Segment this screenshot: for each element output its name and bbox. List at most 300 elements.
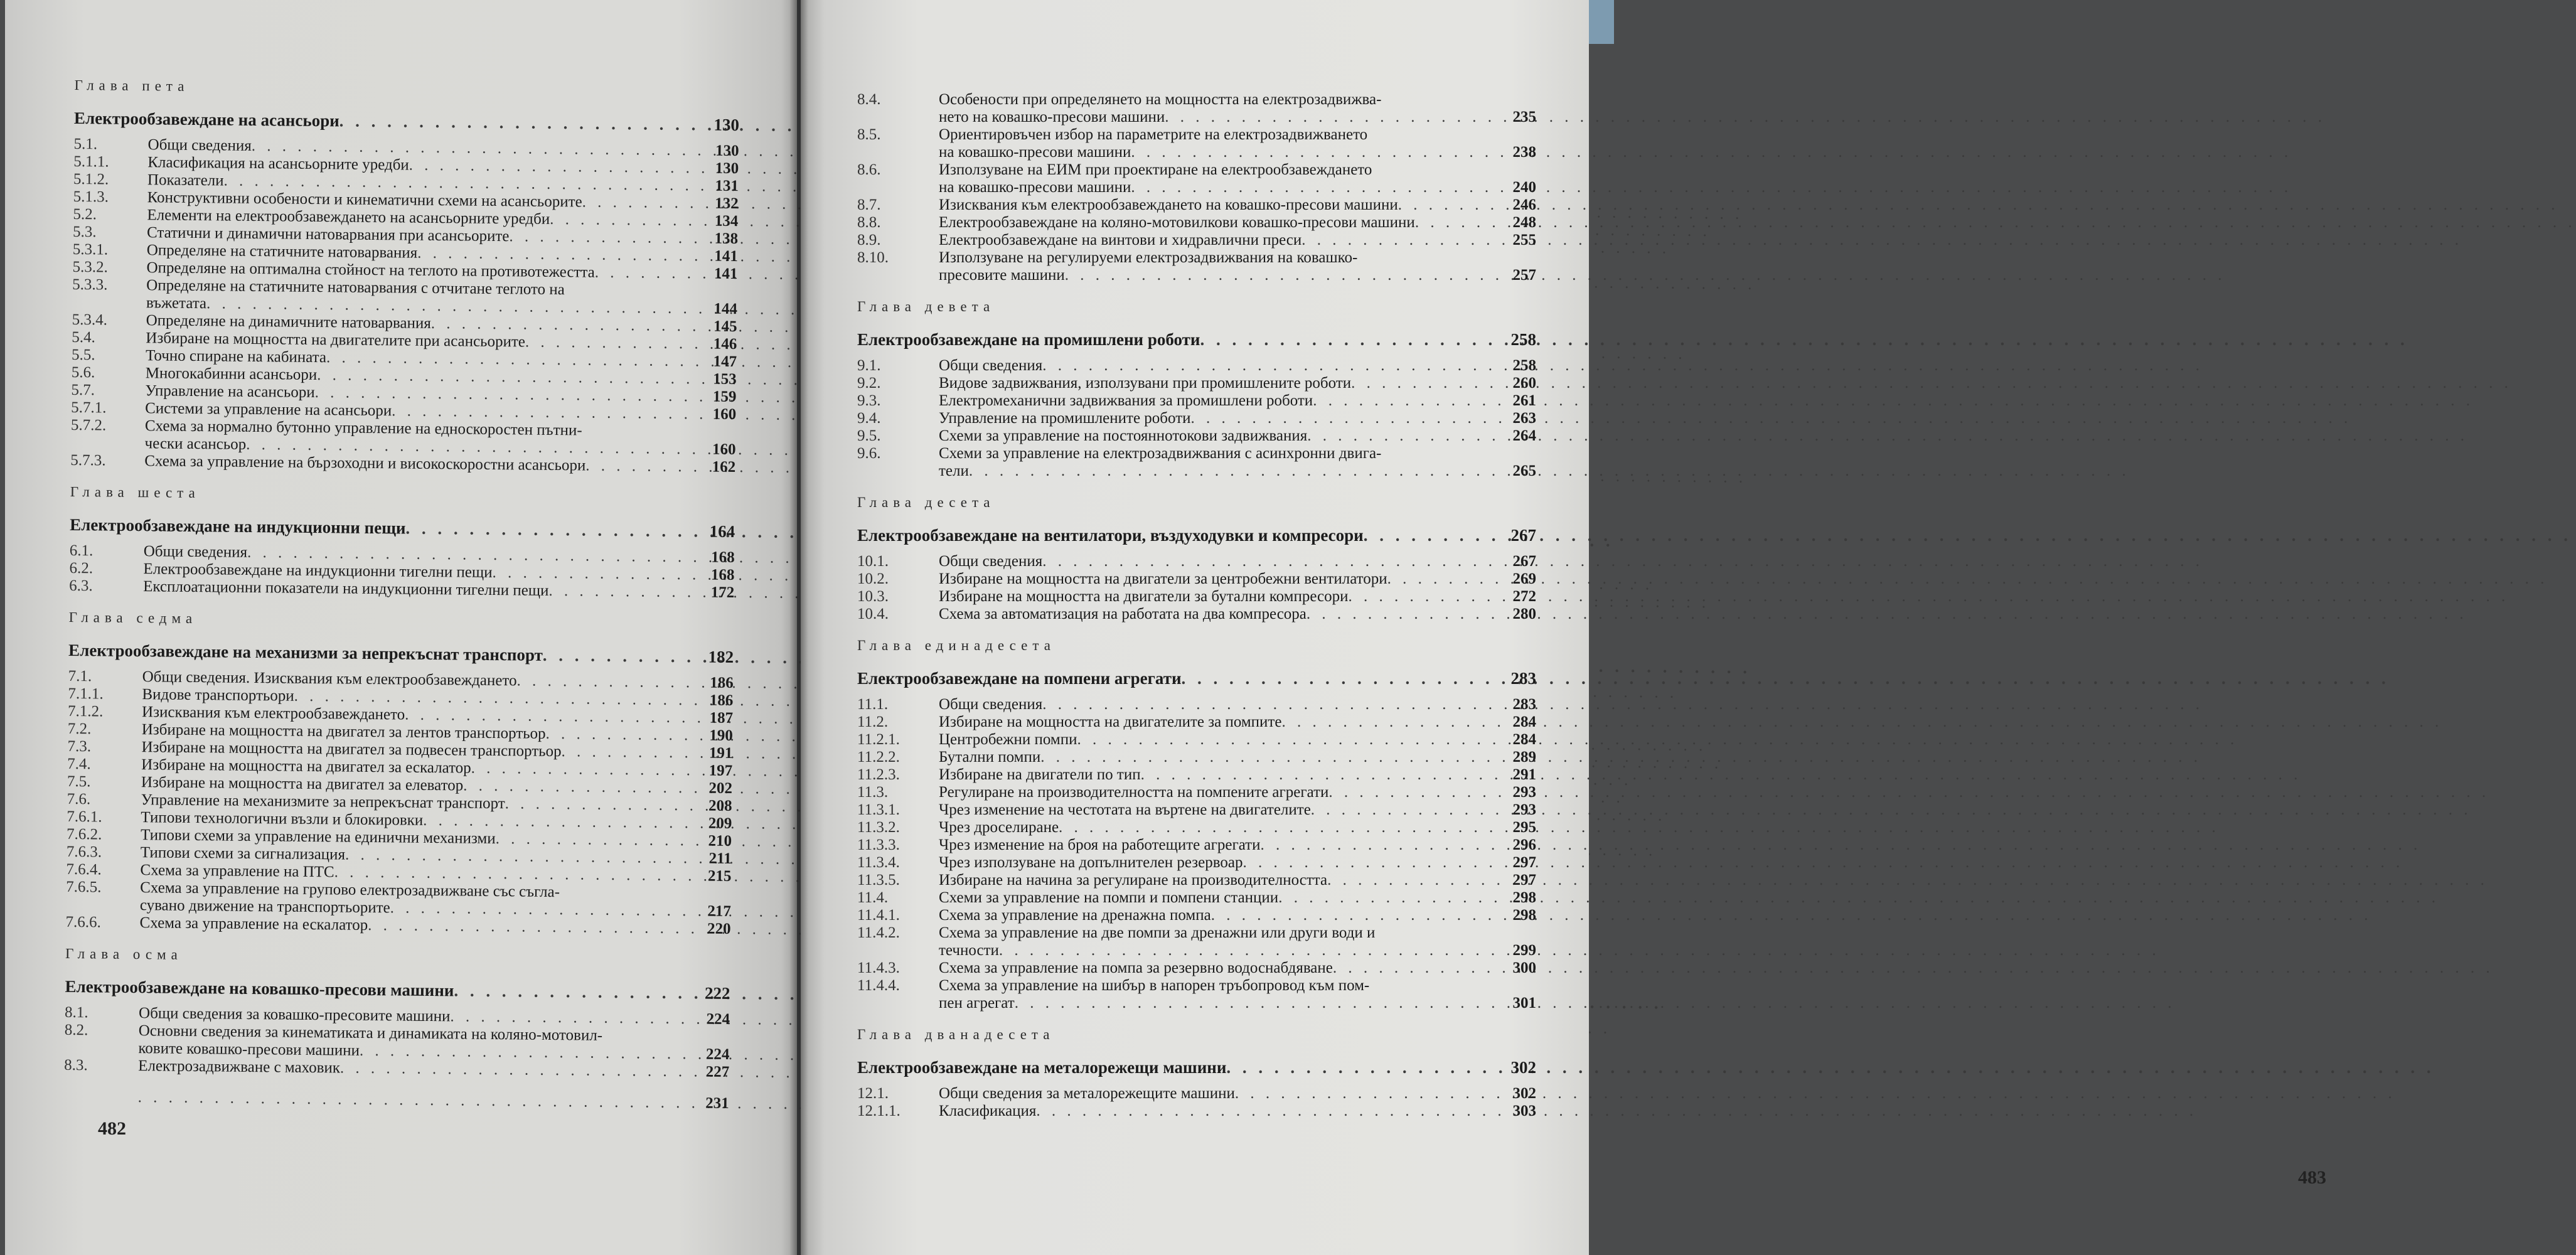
toc-entry [857, 392, 1536, 410]
entry-number: 5.2. [73, 205, 97, 223]
entry-number: 11.2.2. [857, 749, 900, 766]
leader-dots [1243, 854, 1510, 872]
entry-title-wrap [939, 410, 1536, 427]
chapter-block [857, 494, 1536, 623]
entry-number: 5.3.2. [72, 258, 108, 276]
chapter-block [857, 298, 1536, 480]
trailing-wrap [138, 1089, 729, 1113]
chapter-title-text: Електрообзавеждане на металорежещи машини [857, 1058, 1227, 1077]
chapter-label: Глава шеста [70, 483, 200, 501]
entry-number: 11.4.4. [857, 977, 900, 994]
entry-page: 301 [1512, 995, 1536, 1012]
entry-title: Схема за автоматизация на работата на два компресора [939, 606, 1307, 622]
leader-dots [1328, 784, 1510, 801]
entry-number: 5.3.4. [72, 311, 108, 329]
toc-entry [857, 731, 1536, 749]
entry-title-wrap [939, 924, 1536, 959]
entry-number: 6.3. [69, 577, 93, 595]
toc-entry [857, 214, 1536, 232]
toc-entry [857, 819, 1536, 836]
entry-title: Управление на промишлените роботи [939, 410, 1191, 427]
entry-page: 296 [1512, 836, 1536, 853]
entry-page: 202 [708, 779, 733, 798]
entry-number: 11.1. [857, 696, 889, 713]
entry-number: 5.3. [72, 223, 97, 241]
entry-title: Избиране на двигатели по тип [939, 766, 1141, 783]
entry-title: Определяне на оптимална стойност на теглото на противотежестта [146, 259, 595, 281]
entry-page: 260 [1512, 375, 1536, 392]
entry-number: 7.6.6. [65, 913, 101, 931]
entry-page: 300 [1512, 959, 1536, 976]
entry-title-wrap [939, 392, 1536, 410]
entry-page: 160 [712, 441, 736, 459]
entry-title: Системи за управление на асансьори [145, 400, 392, 420]
toc-entry [857, 161, 1536, 196]
leader-dots [1307, 427, 1510, 445]
leader-dots [1260, 836, 1510, 854]
toc-entry [857, 854, 1536, 872]
entry-number: 9.4. [857, 410, 881, 427]
entry-number: 5.1. [73, 135, 98, 153]
entry-title-wrap [939, 214, 1536, 232]
chapter-page: 182 [708, 647, 734, 667]
leader-dots [1077, 731, 1510, 749]
leader-dots [1333, 959, 1510, 977]
entry-page: 302 [1512, 1085, 1536, 1102]
leader-dots [1042, 553, 1510, 570]
entry-number: 11.3. [857, 784, 889, 801]
entry-title-wrap [939, 854, 1536, 872]
entry-title-wrap [857, 667, 1536, 690]
leader-dots [1398, 196, 1510, 214]
chapter-block [69, 483, 735, 602]
entry-page: 284 [1512, 713, 1536, 730]
leader-dots [1351, 375, 1510, 392]
right-page [801, 0, 2326, 1255]
leader-dots [548, 582, 708, 602]
entry-page: 186 [709, 692, 734, 710]
entry-title-wrap [857, 524, 1536, 547]
entry-title-wrap [939, 696, 1536, 713]
entry-page: 145 [713, 318, 737, 336]
right-toc [857, 0, 1536, 1134]
leader-dots [999, 942, 1510, 959]
entry-title: Многокабинни асансьори [145, 365, 318, 384]
toc-entry [857, 410, 1536, 427]
chapter-page: 222 [704, 983, 730, 1003]
leader-dots [1301, 232, 1510, 249]
entry-title: Статични и динамични натоварвания при асансьорите [146, 224, 510, 245]
entry-page: 280 [1512, 606, 1536, 622]
entry-number: 10.3. [857, 588, 889, 605]
entry-title: Чрез дроселиране [939, 819, 1059, 836]
entry-number: 5.3.1. [72, 240, 109, 259]
leader-dots [1307, 606, 1510, 623]
leader-dots [969, 462, 1510, 480]
entry-number: 11.4.1. [857, 907, 900, 924]
entry-number: 5.1.2. [73, 170, 109, 188]
leader-dots [582, 193, 713, 212]
entry-title: Схема за управление на дренажна помпа [939, 907, 1211, 924]
entry-title: Центробежни помпи [939, 731, 1077, 748]
page-number-left: 482 [98, 1118, 126, 1139]
toc-entry [857, 872, 1536, 889]
trailing-page: 231 [705, 1094, 729, 1113]
chapter-page: 267 [1510, 526, 1536, 545]
toc-entry [857, 249, 1536, 284]
chapter-title-text: Електрообзавеждане на вентилатори, въздуходувки и компресори [857, 526, 1364, 545]
entry-title-wrap [939, 606, 1536, 623]
toc-entry [857, 357, 1536, 375]
entry-number: 11.4.2. [857, 924, 900, 941]
chapter-title [857, 328, 1536, 351]
entry-number: 9.3. [857, 392, 881, 409]
chapter-title-text: Електрообзавеждане на механизми за непрекъснат транспорт [68, 640, 543, 665]
entry-page: 248 [1512, 214, 1536, 231]
entry-page: 211 [708, 850, 732, 868]
entry-page: 220 [707, 920, 731, 938]
entry-page: 293 [1512, 801, 1536, 818]
leader-dots [1042, 696, 1510, 713]
leader-dots [1281, 713, 1510, 731]
entry-page: 224 [706, 1010, 730, 1028]
leader-dots [450, 1008, 703, 1028]
entry-number: 11.2.3. [857, 766, 900, 783]
left-toc [64, 0, 740, 1113]
entry-title: Схема за управление на шибър в напорен тръбопровод към пом- [939, 977, 1370, 994]
entry-title: Общи сведения. Изисквания към електрообзавеждането [142, 668, 517, 690]
entry-title: Бутални помпи [939, 749, 1041, 766]
entry-title: Елементи на електрообзавеждането на асансьорните уредби [147, 206, 550, 228]
toc-entry [857, 91, 1536, 126]
leader-dots [1313, 392, 1510, 410]
entry-page: 134 [714, 212, 739, 230]
entry-page: 141 [713, 265, 738, 283]
entry-title-continued: нето на ковашко-пресови машини [939, 109, 1165, 125]
entry-page: 224 [705, 1045, 730, 1064]
entry-number: 10.2. [857, 570, 889, 587]
chapter-block [64, 945, 730, 1081]
entry-page: 159 [712, 388, 737, 406]
entry-number: 11.3.1. [857, 801, 900, 818]
entry-number: 7.1.2. [67, 702, 104, 720]
entry-number: 5.7.1. [71, 398, 107, 417]
entry-title-wrap [939, 872, 1536, 889]
chapter-block [857, 1026, 1536, 1120]
chapter-label: Глава осма [65, 945, 183, 963]
leader-dots [543, 644, 706, 668]
entry-number: 11.4. [857, 889, 889, 906]
entry-number: 11.4.3. [857, 959, 900, 976]
entry-page: 240 [1512, 179, 1536, 196]
entry-title: Избиране на начина за регулиране на производителността [939, 872, 1328, 889]
entry-number: 11.2.1. [857, 731, 900, 748]
chapter-title-text: Електрообзавеждане на ковашко-пресови машини [65, 976, 454, 1000]
entry-title-continued: пресовите машини [939, 267, 1065, 284]
toc-entry [857, 696, 1536, 713]
entry-title-wrap [939, 713, 1536, 731]
leader-dots [1042, 357, 1510, 375]
entry-title-line2 [939, 995, 1536, 1012]
entry-title-wrap [939, 977, 1536, 1012]
entry-page: 283 [1512, 696, 1536, 713]
chapter-block [70, 77, 739, 476]
entry-title: Показатели [147, 171, 224, 190]
entry-number: 11.3.2. [857, 819, 900, 836]
entry-page: 265 [1512, 462, 1536, 479]
chapter-title-text: Електрообзавеждане на индукционни пещи [70, 515, 406, 538]
trailing-entry [64, 1088, 729, 1113]
entry-number: 10.4. [857, 606, 889, 622]
entry-title: Видове транспортьори [142, 686, 294, 705]
entry-title: Избиране на мощността на двигател за лентов транспортьор [141, 721, 546, 742]
leader-dots [1191, 410, 1510, 427]
entry-page: 132 [715, 195, 739, 213]
entry-title: Схеми за управление на постояннотокови задвижвания [939, 427, 1308, 444]
entry-title: Електрообзавеждане на индукционни тигелни пещи [143, 560, 493, 582]
entry-title-wrap [939, 907, 1536, 924]
entry-title-wrap [138, 1022, 730, 1064]
leader-dots [1131, 144, 1510, 161]
entry-title-continued: на ковашко-пресови машини [939, 179, 1131, 196]
leader-dots [138, 1089, 703, 1112]
entry-title-wrap [939, 570, 1536, 588]
entry-page: 258 [1512, 357, 1536, 374]
entry-number: 5.1.1. [73, 152, 109, 171]
leader-dots [1327, 872, 1510, 889]
entry-page: 291 [1512, 766, 1536, 783]
chapter-label: Глава десета [857, 494, 995, 510]
entry-title: Схеми за управление на електрозадвижвания с асинхронни двига- [939, 445, 1382, 462]
entry-page: 227 [705, 1063, 730, 1081]
chapter-label: Глава девета [857, 299, 995, 314]
entry-page: 272 [1512, 588, 1536, 605]
entry-title-wrap [939, 959, 1536, 977]
chapter-title-text: Електрообзавеждане на помпени агрегати [857, 669, 1182, 688]
entry-number: 8.5. [857, 126, 881, 143]
leader-dots [516, 672, 707, 692]
entry-page: 138 [714, 230, 739, 248]
entry-title-wrap [857, 1056, 1536, 1079]
entry-title: Използуване на регулируеми електрозадвижвания на ковашко- [939, 249, 1358, 266]
entry-number: 7.3. [67, 737, 92, 756]
entry-number: 5.7.3. [70, 451, 106, 469]
entry-title-wrap [939, 731, 1536, 749]
toc-entry [857, 232, 1536, 249]
entry-page: 238 [1512, 144, 1536, 161]
entry-page: 130 [715, 142, 739, 160]
entry-number: 8.2. [64, 1021, 88, 1039]
entry-page: 209 [708, 814, 732, 833]
entry-title: Общи сведения [939, 553, 1043, 570]
toc-entry [857, 713, 1536, 731]
leader-dots [496, 830, 706, 850]
leader-dots [585, 457, 710, 476]
entry-title: Схема за управление на групово електрозадвижване със съгла- [140, 879, 560, 901]
entry-number: 7.6.2. [66, 825, 102, 843]
entry-number: 7.2. [67, 720, 92, 738]
entry-number: 8.7. [857, 196, 881, 213]
toc-entry [857, 606, 1536, 623]
entry-number: 7.6. [67, 790, 91, 808]
leader-dots [1235, 1085, 1510, 1103]
entry-page: 131 [715, 177, 739, 195]
entry-title-wrap [65, 975, 730, 1005]
entry-title: Типови технологични възли и блокировки [141, 809, 424, 829]
toc-entry [857, 977, 1536, 1012]
entry-title-wrap [144, 417, 736, 459]
entry-page: 147 [713, 353, 737, 371]
entry-title-wrap [939, 427, 1536, 445]
entry-title: Типови схеми за сигнализация [140, 844, 346, 863]
leader-dots [525, 334, 711, 353]
leader-dots [1226, 1056, 1508, 1079]
chapter-title [65, 975, 730, 1005]
leader-dots [405, 517, 707, 543]
entry-title-wrap [939, 126, 1536, 161]
leader-dots [561, 743, 707, 762]
entry-title-line2 [939, 942, 1536, 959]
entry-number: 5.7. [71, 381, 95, 399]
entry-title-wrap [939, 91, 1536, 126]
entry-page: 303 [1512, 1103, 1536, 1119]
entry-title-continued: чески асансьор [144, 435, 247, 453]
entry-title-wrap [939, 553, 1536, 570]
leader-dots [471, 760, 707, 780]
leader-dots [1387, 570, 1510, 588]
entry-page: 162 [712, 458, 736, 476]
entry-number: 11.3.5. [857, 872, 900, 889]
toc-entry [857, 907, 1536, 924]
entry-page: 284 [1512, 731, 1536, 748]
entry-title: Схема за управление на две помпи за дренажни или други води и [939, 924, 1376, 941]
entry-title: Схеми за управление на помпи и помпени станции [939, 889, 1279, 906]
toc-entry [857, 784, 1536, 801]
entry-title: Изисквания към електрообзавеждането [141, 703, 405, 724]
entry-title-wrap [939, 784, 1536, 801]
leader-dots [1059, 819, 1510, 836]
entry-title-wrap [146, 277, 738, 318]
entry-title-wrap [68, 639, 734, 668]
chapter-page: 302 [1510, 1058, 1536, 1077]
entry-title-line2 [939, 144, 1536, 161]
entry-title-wrap [939, 161, 1536, 196]
entry-title: Общи сведения [147, 136, 252, 154]
toc-entry [857, 196, 1536, 214]
entry-title: Общи сведения за металорежещите машини [939, 1085, 1235, 1102]
entry-title-wrap [939, 766, 1536, 784]
entry-title-continued: въжетата [146, 294, 207, 312]
entry-title: Схема за управление на ПТС [140, 862, 334, 881]
entry-number: 8.4. [857, 91, 881, 108]
entry-title-wrap [939, 232, 1536, 249]
entry-page: 264 [1512, 427, 1536, 444]
entry-title-wrap [939, 819, 1536, 836]
entry-title: Избиране на мощността на двигател за елеватор [141, 774, 464, 794]
leader-dots [1131, 179, 1510, 196]
entry-title: Определяне на статичните натоварвания [146, 242, 418, 262]
entry-title-continued: на ковашко-пресови машини [939, 144, 1131, 161]
toc-entry [857, 801, 1536, 819]
entry-number: 8.1. [64, 1003, 88, 1022]
entry-number: 8.6. [857, 161, 881, 178]
entry-page: 235 [1512, 109, 1536, 125]
entry-title: Типови схеми за управление на единични механизми [140, 826, 496, 848]
toc-entry [857, 375, 1536, 392]
entry-page: 267 [1512, 553, 1536, 570]
toc-entry [857, 126, 1536, 161]
leader-dots [492, 564, 708, 584]
entry-number: 7.4. [67, 755, 91, 773]
chapter-label: Глава дванадесета [857, 1027, 1055, 1042]
entry-number: 7.6.4. [66, 860, 102, 878]
entry-page: 210 [708, 832, 732, 850]
entry-title: Чрез изменение на броя на работещите агрегати [939, 836, 1261, 853]
chapter-block [65, 609, 734, 938]
entry-page: 160 [712, 405, 737, 424]
leader-dots [509, 228, 712, 247]
entry-title-continued: течности [939, 942, 999, 959]
chapter-title [68, 639, 734, 668]
leader-dots [505, 795, 707, 814]
entry-number: 12.1.1. [857, 1103, 901, 1119]
entry-title: Схема за управление на бързоходни и високоскоростни асансьори [144, 452, 586, 474]
entry-title: Избиране на мощността на двигателите при асансьорите [146, 329, 526, 351]
entry-number: 9.5. [857, 427, 881, 444]
leader-dots [463, 777, 707, 798]
leader-dots [1415, 214, 1510, 232]
entry-title: Чрез изменение на честотата на въртене на двигателите [939, 801, 1311, 818]
entry-number: 6.2. [69, 559, 94, 577]
entry-number: 11.3.3. [857, 836, 900, 853]
leader-dots [1065, 267, 1510, 284]
entry-number: 8.9. [857, 232, 881, 248]
entry-title: Класификация на асансьорните уредби [147, 154, 409, 174]
chapter-title [74, 107, 739, 136]
page-number-right: 483 [2298, 1167, 2326, 1188]
toc-entry [857, 570, 1536, 588]
entry-title-wrap [939, 196, 1536, 214]
entry-title: Особености при определянето на мощността на електрозадвижва- [939, 91, 1382, 108]
chapter-block [857, 637, 1536, 1012]
chapter-title [857, 524, 1536, 547]
toc-entry [857, 553, 1536, 570]
book-gutter [789, 0, 808, 1255]
entry-page: 297 [1512, 872, 1536, 889]
chapter-title-text: Електрообзавеждане на асансьори [73, 108, 339, 131]
leader-dots [1165, 109, 1510, 126]
leader-dots [454, 979, 702, 1004]
entry-number: 5.1.3. [73, 188, 109, 206]
toc-entry [857, 427, 1536, 445]
chapter-label: Глава единадесета [857, 638, 1056, 653]
entry-title: Общи сведения [939, 696, 1043, 713]
entry-title: Определяне на статичните натоварвания с отчитане теглото на [146, 277, 565, 299]
entry-page: 217 [707, 902, 731, 921]
entry-title-line2 [939, 267, 1536, 284]
chapter-title [857, 667, 1536, 690]
entry-number: 7.1.1. [68, 685, 104, 703]
toc-entry [857, 1103, 1536, 1120]
entry-page: 297 [1512, 854, 1536, 871]
entry-title: Определяне на динамичните натоварвания [146, 312, 431, 332]
entry-title-continued: пен агрегат [939, 995, 1015, 1012]
entry-title: Избиране на мощността на двигател за подвесен транспортьор [141, 739, 562, 761]
entry-title: Ориентировъчен избор на параметрите на електрозадвижването [939, 126, 1368, 143]
entry-title: Регулиране на производителността на помпените агрегати [939, 784, 1329, 801]
entry-number: 5.4. [72, 328, 96, 346]
entry-number: 7.5. [67, 772, 91, 791]
